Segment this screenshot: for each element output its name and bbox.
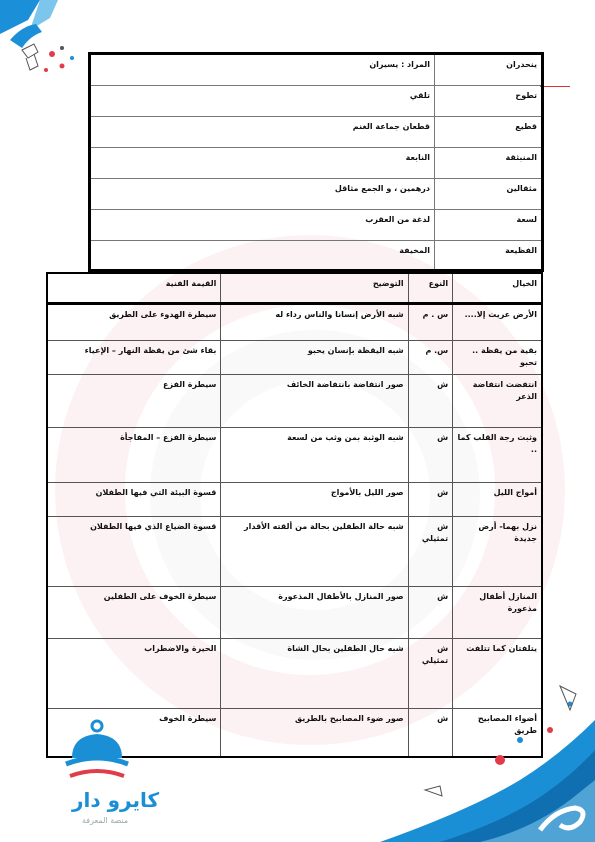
wave-decoration — [380, 660, 595, 842]
cell-value: بقاء شئ من يقظة النهار – الإعياء — [47, 341, 221, 375]
cell-explanation: شبه الوثبة بمن وثب من لسعة — [221, 428, 408, 483]
logo-icon — [62, 718, 132, 786]
cell-type: س. م — [408, 341, 453, 375]
cell-type: ش — [408, 375, 453, 428]
cell-explanation: صور انتفاضة بانتفاضة الخائف — [221, 375, 408, 428]
table-row — [47, 428, 542, 483]
logo-tagline: منصة المعرفة — [82, 816, 129, 825]
vocab-meaning: درهمين ، و الجمع مثاقل — [90, 179, 435, 210]
cell-explanation: صور ضوء المصابيح بالطريق — [221, 709, 408, 757]
cell-image: المنازل أطفال مذعورة — [453, 587, 542, 639]
decor-line — [540, 86, 570, 87]
vocabulary-table — [88, 52, 544, 272]
cell-image: نزل بهما- أرض جديدة — [453, 517, 542, 587]
cell-type: ش — [408, 483, 453, 517]
cell-image: وثبت رجة القلب كما .. — [453, 428, 542, 483]
header-type: النوع — [408, 273, 453, 304]
header-value: القيمة الفنية — [47, 273, 221, 304]
vocab-word: مثقالين — [435, 179, 543, 210]
vocab-word: المنبثقة — [435, 148, 543, 179]
cell-explanation: شبه اليقظة بإنسان يحبو — [221, 341, 408, 375]
cell-type: ش — [408, 428, 453, 483]
vocab-meaning: تلقي — [90, 86, 435, 117]
table-row — [90, 148, 543, 179]
table-row — [90, 86, 543, 117]
cell-type: ش — [408, 709, 453, 757]
vocab-word: قطيع — [435, 117, 543, 148]
cell-type: ش تمثيلي — [408, 639, 453, 709]
cell-image: أضواء المصابيح طريق — [453, 709, 542, 757]
vocab-word: ينحدران — [435, 54, 543, 86]
cell-image: أمواج الليل — [453, 483, 542, 517]
logo-name: كايرو دار — [72, 788, 160, 812]
header-image: الخيال — [453, 273, 542, 304]
cell-explanation: صور المنازل بالأطفال المذعورة — [221, 587, 408, 639]
table-row — [47, 341, 542, 375]
table-row — [47, 483, 542, 517]
cell-value: سيطرة الفزع – المفاجأة — [47, 428, 221, 483]
vocab-meaning: لدغة من العقرب — [90, 210, 435, 241]
cell-value: الحيرة والاضطراب — [47, 639, 221, 709]
vocab-word: تطوح — [435, 86, 543, 117]
cell-type: ش تمثيلي — [408, 517, 453, 587]
header-explanation: التوضيح — [221, 273, 408, 304]
table-row — [90, 179, 543, 210]
vocab-meaning: قطعان جماعة الغنم — [90, 117, 435, 148]
cell-value: سيطرة الهدوء على الطريق — [47, 304, 221, 341]
cell-type: ش — [408, 587, 453, 639]
vocab-word: لسعة — [435, 210, 543, 241]
cell-image: انتفضت انتفاضة الذعر — [453, 375, 542, 428]
cell-explanation: شبه حالة الطفلين بحالة من ألقته الأقدار — [221, 517, 408, 587]
cell-value: قسوة البيئة التي فيها الطفلان — [47, 483, 221, 517]
table-row — [47, 304, 542, 341]
table-row — [90, 210, 543, 241]
table-row — [90, 54, 543, 86]
pointer-hand-icon — [0, 0, 92, 80]
table-row — [47, 375, 542, 428]
table-header-row — [47, 273, 542, 304]
cell-explanation: شبه الأرض إنسانا والناس رداء له — [221, 304, 408, 341]
cell-image: بقية من يقظة .. تحبو — [453, 341, 542, 375]
vocab-meaning: المخيفة — [399, 246, 430, 255]
vocab-word: الفظيعة — [435, 241, 543, 271]
cell-value: قسوة الضياع الذي فيها الطفلان — [47, 517, 221, 587]
table-row — [47, 587, 542, 639]
cell-explanation: شبه حال الطفلين بحال الشاة — [221, 639, 408, 709]
vocab-meaning: المراد : يسيران — [90, 54, 435, 86]
table-row — [47, 517, 542, 587]
cell-explanation: صور الليل بالأمواج — [221, 483, 408, 517]
cell-value: سيطرة الخوف على الطفلين — [47, 587, 221, 639]
table-row — [90, 117, 543, 148]
table-row — [90, 241, 543, 271]
cell-value: سيطرة الخوف — [47, 709, 221, 757]
cell-image: يتلفتان كما تتلفت — [453, 639, 542, 709]
cell-image: الأرض عريت إلا.... — [453, 304, 542, 341]
vocab-meaning: النابعة — [90, 148, 435, 179]
cell-value: سيطرة الفزع — [47, 375, 221, 428]
cell-type: س . م — [408, 304, 453, 341]
